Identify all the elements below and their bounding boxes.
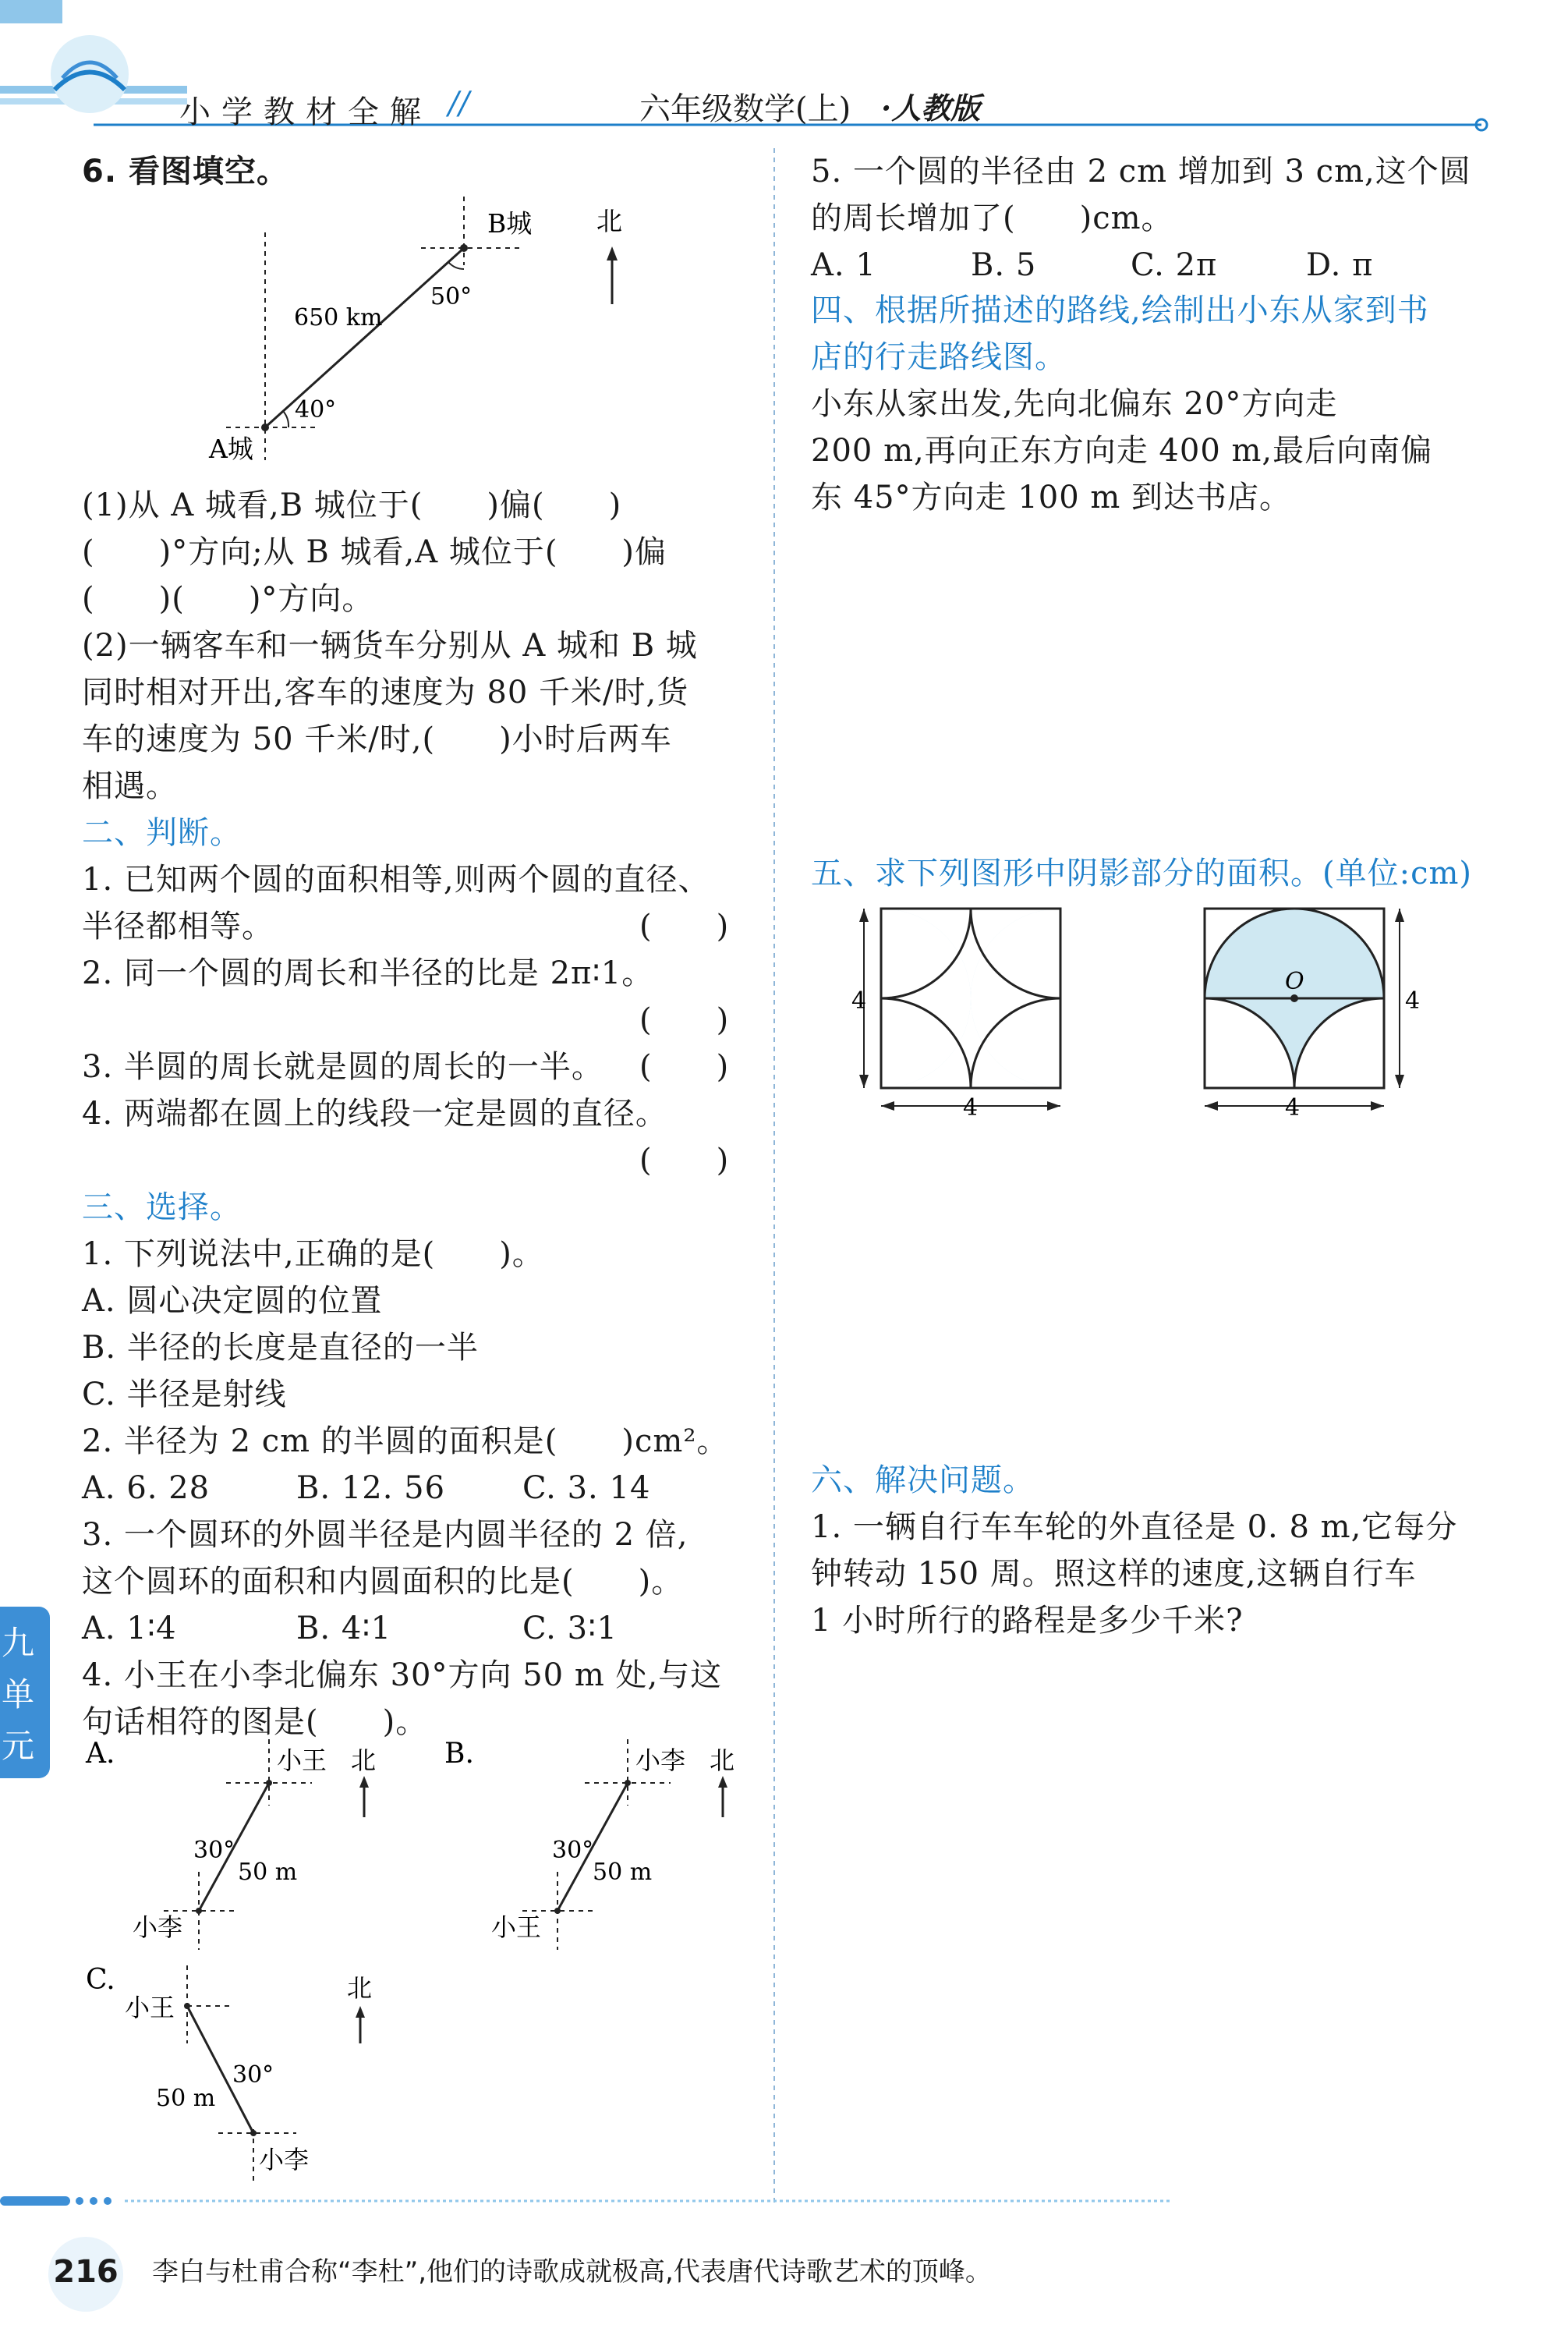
distance-label: 650 km	[294, 304, 383, 331]
option-c-angle: 30°	[232, 2061, 274, 2089]
judge-3-answer-bracket[interactable]: ( )	[639, 1049, 730, 1085]
figure1-side-left: 4	[851, 987, 867, 1015]
q6-p2-line2: 同时相对开出,客车的速度为 80 千米/时,货	[82, 675, 689, 711]
route-drawing-area[interactable]	[811, 530, 1528, 842]
choice-2-option-a: A. 6. 28	[82, 1470, 211, 1506]
tab-char-1: 九	[2, 1624, 35, 1662]
choice-1-option-b: B. 半径的长度是直径的一半	[82, 1330, 479, 1366]
section-5-heading: 五、求下列图形中阴影部分的面积。(单位:cm)	[811, 856, 1473, 891]
route-line3: 东 45°方向走 100 m 到达书店。	[811, 480, 1292, 516]
option-c-label: C.	[86, 1964, 115, 1996]
choice-2-option-c: C. 3. 14	[522, 1470, 651, 1506]
choice-3-option-a: A. 1∶4	[82, 1611, 177, 1646]
choice-5-option-a: A. 1	[811, 247, 876, 283]
page-number-badge	[48, 2237, 123, 2312]
problem-1-line3: 1 小时所行的路程是多少千米?	[811, 1603, 1244, 1639]
city-a-label: A城	[209, 434, 253, 464]
judge-4-answer-bracket[interactable]: ( )	[639, 1143, 730, 1178]
footer-rule	[0, 2192, 1568, 2215]
figure2-side-right: 4	[1405, 987, 1421, 1015]
q6-p1-line2: ( )°方向;从 B 城看,A 城位于( )偏	[82, 534, 667, 570]
edition-label: ·人教版	[881, 90, 981, 126]
section-6-heading: 六、解决问题。	[811, 1462, 1035, 1498]
section-2-heading: 二、判断。	[82, 815, 242, 851]
judge-2-answer-bracket[interactable]: ( )	[639, 1002, 730, 1038]
route-line2: 200 m,再向正东方向走 400 m,最后向南偏	[811, 433, 1433, 469]
option-a-label: A.	[86, 1738, 115, 1770]
choice-1-option-c: C. 半径是射线	[82, 1377, 287, 1412]
judge-2: 2. 同一个圆的周长和半径的比是 2π∶1。	[82, 955, 654, 991]
figure-square-semicircle	[1205, 909, 1420, 1122]
column-divider	[772, 148, 777, 2207]
choice-4-figures	[78, 1731, 764, 2199]
page-number: 216	[53, 2254, 119, 2290]
section-4-heading-line2: 店的行走路线图。	[811, 339, 1067, 375]
choice-3-option-b: B. 4∶1	[296, 1611, 392, 1646]
option-b-angle: 30°	[552, 1837, 594, 1864]
q6-direction-figure	[195, 195, 632, 468]
figure2-center-o: O	[1285, 968, 1304, 995]
figure1-side-bottom: 4	[963, 1094, 979, 1122]
judge-3: 3. 半圆的周长就是圆的周长的一半。	[82, 1049, 603, 1085]
option-a-wang: 小王	[277, 1745, 327, 1775]
angle-a-label: 40°	[295, 396, 337, 424]
choice-1-stem: 1. 下列说法中,正确的是( )。	[82, 1236, 544, 1272]
choice-5-option-d: D. π	[1306, 247, 1374, 283]
choice-4-stem-line2: 句话相符的图是( )。	[82, 1704, 428, 1740]
choice-2-option-b: B. 12. 56	[296, 1470, 446, 1506]
problem-1-line1: 1. 一辆自行车车轮的外直径是 0. 8 m,它每分	[811, 1509, 1458, 1545]
q6-heading: 6. 看图填空。	[82, 154, 288, 190]
header-slash: //	[448, 86, 469, 122]
choice-3-stem-line2: 这个圆环的面积和内圆面积的比是( )。	[82, 1564, 684, 1600]
tab-char-3: 元	[2, 1727, 35, 1765]
unit-side-tab	[0, 1607, 50, 1778]
q6-p2-line3: 车的速度为 50 千米/时,( )小时后两车	[82, 721, 672, 757]
header-decoration	[0, 0, 1568, 156]
route-line1: 小东从家出发,先向北偏东 20°方向走	[811, 386, 1338, 422]
choice-1-option-a: A. 圆心决定圆的位置	[82, 1283, 383, 1319]
option-c-north: 北	[347, 1973, 373, 2003]
choice-5-option-b: B. 5	[971, 247, 1037, 283]
option-c-li: 小李	[259, 2145, 310, 2174]
choice-5-stem-line2: 的周长增加了( )cm。	[811, 200, 1173, 236]
judge-1-answer-bracket[interactable]: ( )	[639, 909, 730, 944]
angle-b-label: 50°	[430, 283, 473, 310]
city-b-label: B城	[487, 208, 533, 239]
judge-4: 4. 两端都在圆上的线段一定是圆的直径。	[82, 1096, 667, 1132]
option-a-angle: 30°	[193, 1837, 235, 1864]
option-b-label: B.	[444, 1738, 474, 1770]
choice-4-stem-line1: 4. 小王在小李北偏东 30°方向 50 m 处,与这	[82, 1657, 723, 1693]
section-3-heading: 三、选择。	[82, 1189, 242, 1225]
option-b-dist: 50 m	[593, 1859, 653, 1886]
figure2-side-bottom: 4	[1285, 1094, 1301, 1122]
q6-p1-line3: ( )( )°方向。	[82, 581, 374, 617]
option-c-dist: 50 m	[156, 2085, 216, 2112]
series-title: 小学教材全解	[179, 94, 432, 130]
option-a-dist: 50 m	[238, 1859, 298, 1886]
footer-note: 李白与杜甫合称“李杜”,他们的诗歌成就极高,代表唐代诗歌艺术的顶峰。	[152, 2256, 992, 2288]
judge-1-line2: 半径都相等。	[82, 909, 274, 944]
q6-p2-line4: 相遇。	[82, 768, 178, 804]
option-b-north: 北	[710, 1745, 735, 1775]
choice-5-stem-line1: 5. 一个圆的半径由 2 cm 增加到 3 cm,这个圆	[811, 154, 1471, 190]
option-c-wang: 小王	[125, 1993, 175, 2022]
north-label: 北	[596, 206, 622, 236]
option-a-li: 小李	[133, 1912, 183, 1942]
figure-square-four-arcs	[851, 909, 1060, 1122]
choice-3-option-c: C. 3∶1	[522, 1611, 618, 1646]
choice-5-option-c: C. 2π	[1131, 247, 1218, 283]
book-title: 六年级数学(上)	[639, 91, 851, 127]
option-a-north: 北	[351, 1745, 377, 1775]
option-b-wang: 小王	[491, 1912, 542, 1942]
q6-p2-line1: (2)一辆客车和一辆货车分别从 A 城和 B 城	[82, 628, 698, 664]
q6-p1-line1: (1)从 A 城看,B 城位于( )偏( )	[82, 487, 622, 523]
shaded-area-figures	[850, 897, 1513, 1131]
problem-1-answer-area[interactable]	[811, 1653, 1528, 2184]
judge-1-line1: 1. 已知两个圆的面积相等,则两个圆的直径、	[82, 862, 710, 898]
choice-2-stem: 2. 半径为 2 cm 的半圆的面积是( )cm²。	[82, 1423, 729, 1459]
option-b-li: 小李	[635, 1745, 686, 1775]
choice-3-stem-line1: 3. 一个圆环的外圆半径是内圆半径的 2 倍,	[82, 1517, 688, 1553]
section-4-heading-line1: 四、根据所描述的路线,绘制出小东从家到书	[811, 292, 1429, 328]
tab-char-2: 单	[2, 1675, 35, 1713]
problem-1-line2: 钟转动 150 周。照这样的速度,这辆自行车	[811, 1556, 1417, 1592]
